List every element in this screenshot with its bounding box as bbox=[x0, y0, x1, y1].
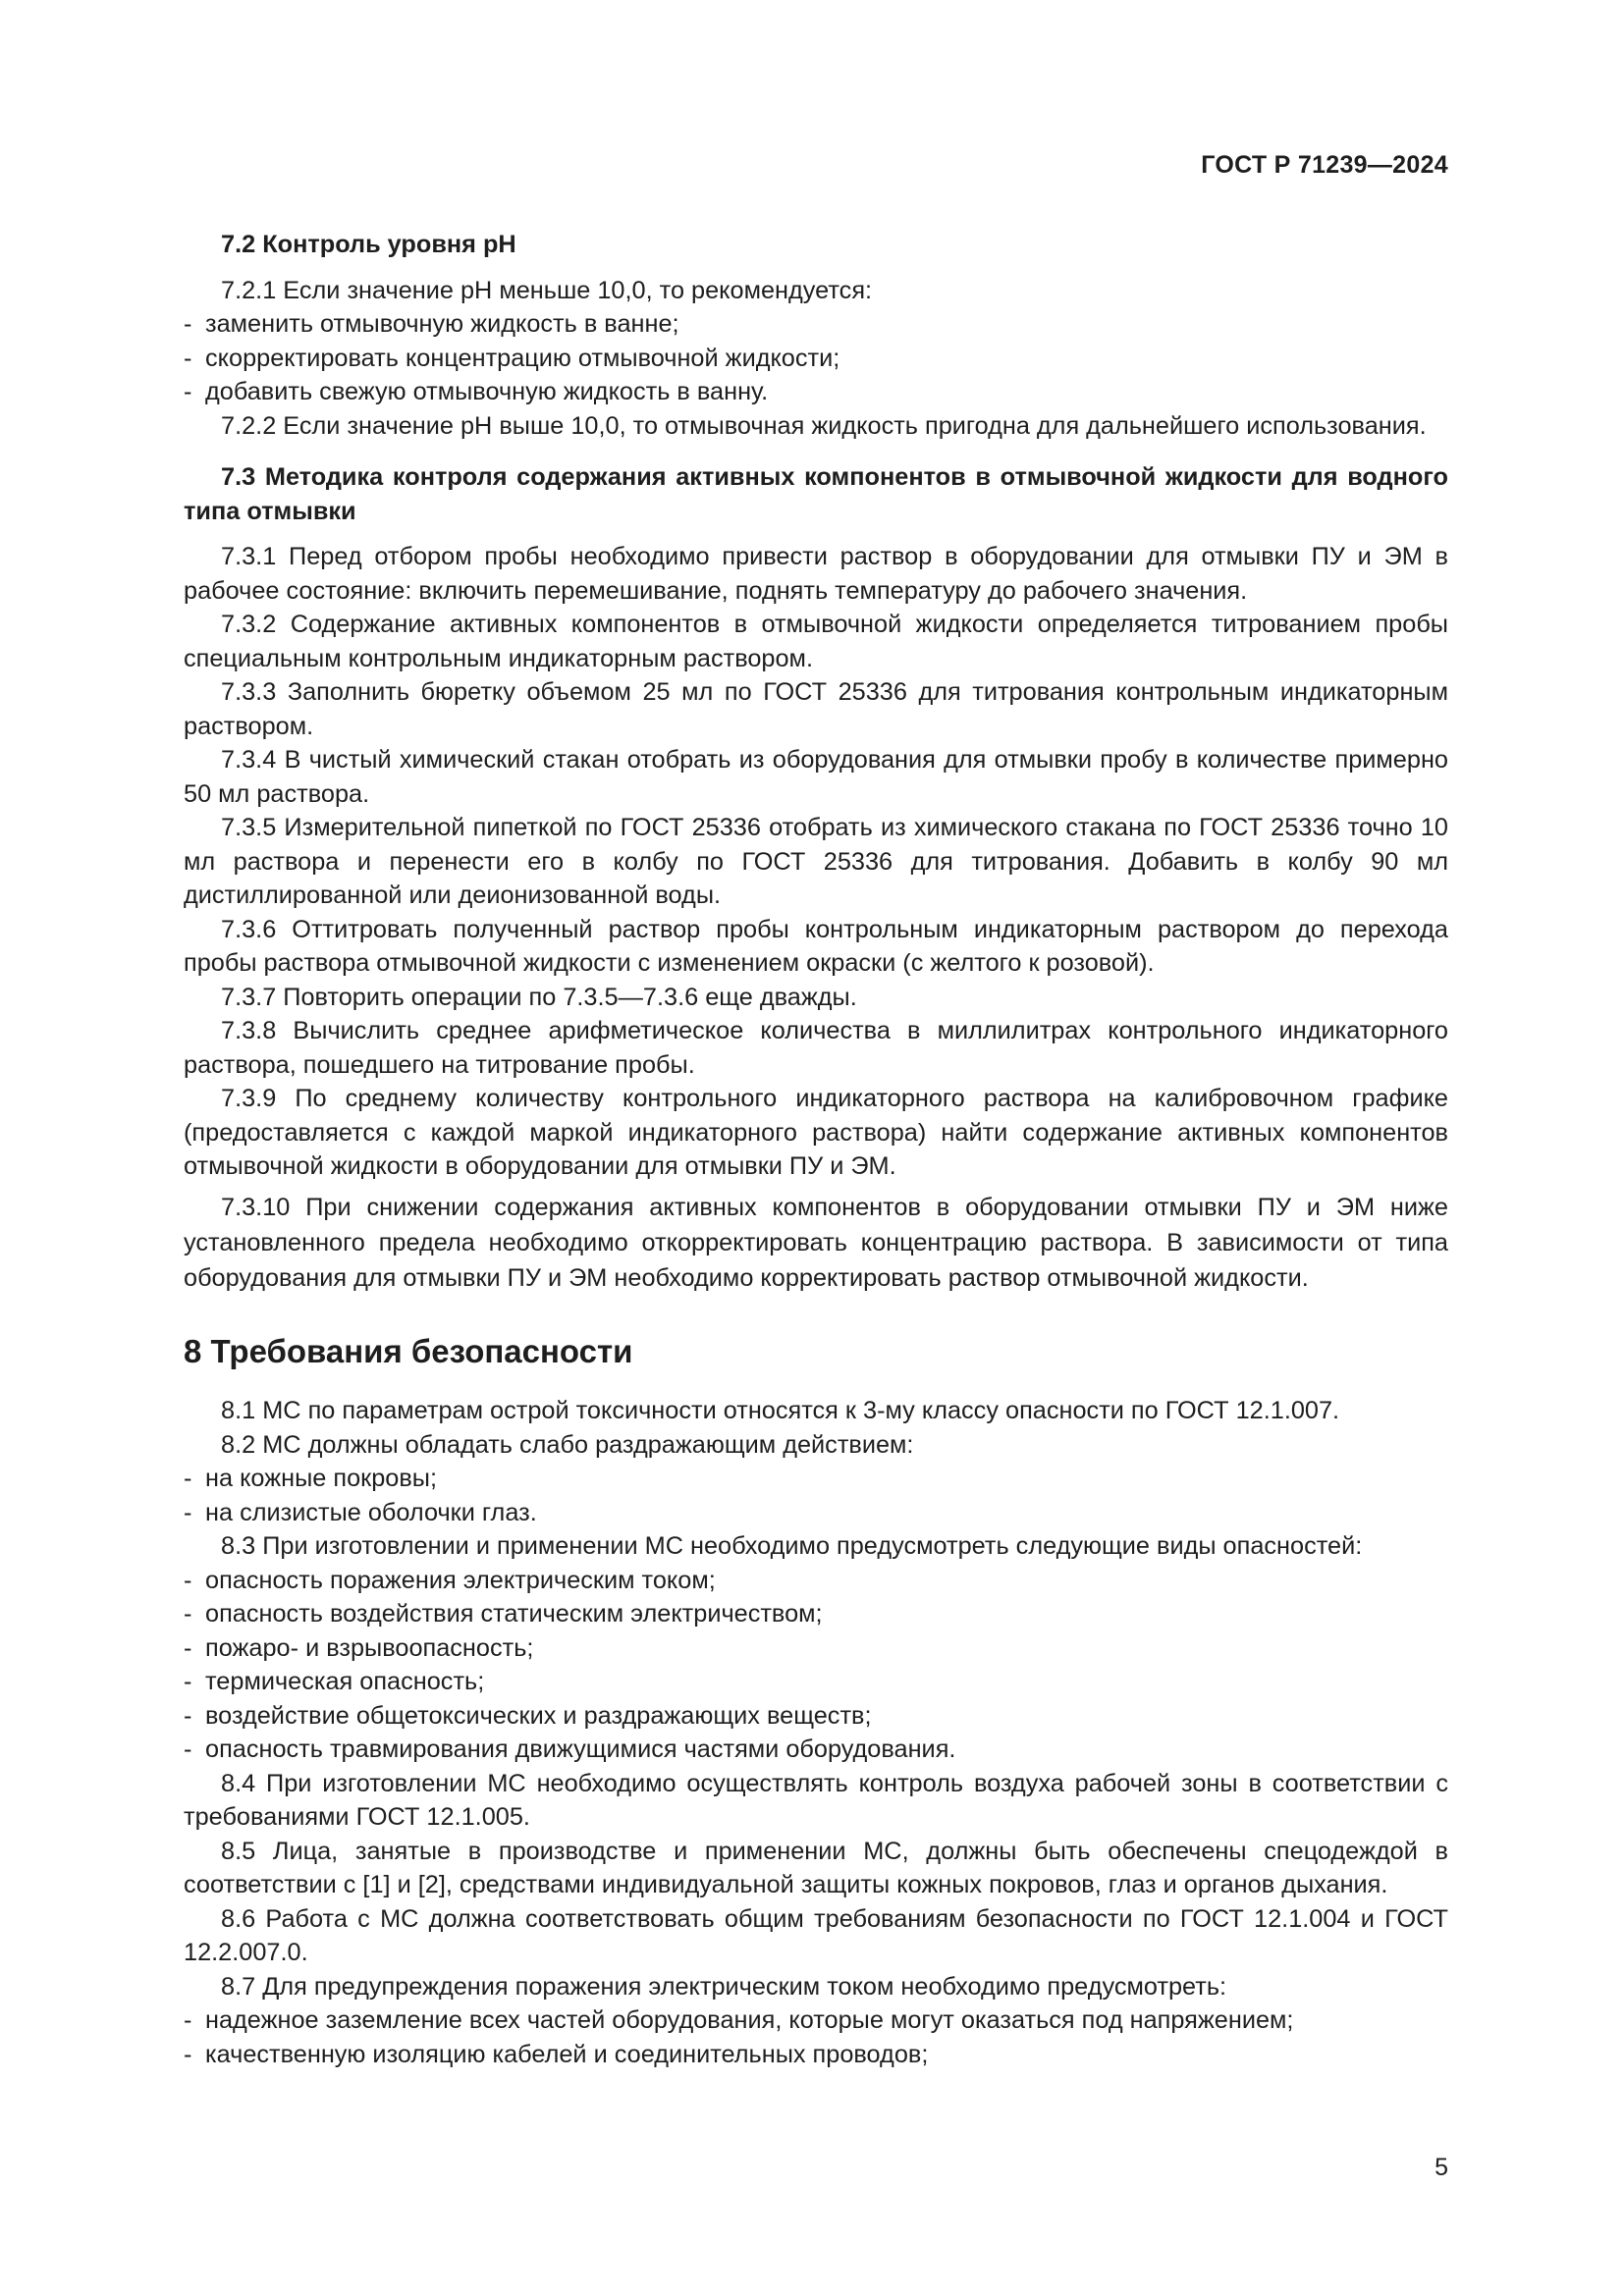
page-number: 5 bbox=[1435, 2154, 1448, 2181]
paragraph: 7.3.6 Оттитровать полученный раствор пробы контрольным индикаторным раствором до перехода пробы раствора отмывочной жидкости с изменением окраски (с желтого к розовой). bbox=[184, 915, 1448, 977]
list-item: - термическая опасность; bbox=[184, 1668, 485, 1695]
paragraph: 7.3.4 В чистый химический стакан отобрать из оборудования для отмывки пробу в количестве примерно 50 мл раствора. bbox=[184, 746, 1448, 808]
page-content bbox=[184, 228, 1448, 2071]
paragraph: 8.1 МС по параметрам острой токсичности относятся к 3-му классу опасности по ГОСТ 12.1.007. bbox=[221, 1397, 1340, 1424]
list-item: - на слизистые оболочки глаз. bbox=[184, 1498, 537, 1526]
section-8 bbox=[184, 1332, 1448, 2072]
paragraph: 7.2.2 Если значение pH выше 10,0, то отмывочная жидкость пригодна для дальнейшего использования. bbox=[221, 411, 1427, 440]
paragraph: 8.4 При изготовлении МС необходимо осуществлять контроль воздуха рабочей зоны в соответствии с требованиями ГОСТ 12.1.005. bbox=[184, 1769, 1448, 1831]
paragraph: 7.3.5 Измерительной пипеткой по ГОСТ 25336 отобрать из химического стакана по ГОСТ 25336 точно 10 мл раствора и перенести его в колбу по ГОСТ 25336 для титрования. Добавить в колбу 90 мл дистиллированной или деионизованной воды. bbox=[184, 814, 1448, 909]
list-item: - на кожные покровы; bbox=[184, 1465, 437, 1492]
paragraph: 7.3.10 При снижении содержания активных компонентов в оборудовании отмывки ПУ и ЭМ ниже установленного предела необходимо откорректировать концентрацию раствора. В зависимости от типа оборудования для отмывки ПУ и ЭМ необходимо корректировать раствор отмывочной жидкости. bbox=[184, 1193, 1448, 1292]
section-title: 7.2 Контроль уровня pH bbox=[221, 231, 516, 258]
list-item: - добавить свежую отмывочную жидкость в ванну. bbox=[184, 378, 769, 405]
paragraph: 8.7 Для предупреждения поражения электрическим током необходимо предусмотреть: bbox=[221, 1972, 1227, 2001]
paragraph: 7.3.2 Содержание активных компонентов в отмывочной жидкости определяется титрованием пробы специальным контрольным индикаторным раствором. bbox=[184, 611, 1448, 672]
list-item: - заменить отмывочную жидкость в ванне; bbox=[184, 310, 679, 338]
list-item: - опасность воздействия статическим электричеством; bbox=[184, 1600, 823, 1628]
paragraph: 8.6 Работа с МС должна соответствовать общим требованиям безопасности по ГОСТ 12.1.004 и ГОСТ 12.2.007.0. bbox=[184, 1904, 1448, 1966]
section-title: 7.3 Методика контроля содержания активных компонентов в отмывочной жидкости для водного типа отмывки bbox=[184, 463, 1448, 525]
chapter-title: 8 Требования безопасности bbox=[184, 1332, 633, 1369]
list-item: - опасность поражения электрическим током; bbox=[184, 1566, 716, 1594]
paragraph: 7.3.3 Заполнить бюретку объемом 25 мл по ГОСТ 25336 для титрования контрольным индикаторным раствором. bbox=[184, 678, 1448, 740]
paragraph: 8.5 Лица, занятые в производстве и применении МС, должны быть обеспечены спецодеждой в соответствии с [1] и [2], средствами индивидуальной защиты кожных покровов, глаз и органов дыхания. bbox=[184, 1837, 1448, 1898]
list-item: - надежное заземление всех частей оборудования, которые могут оказаться под напряжением; bbox=[184, 2006, 1294, 2034]
list-item: - опасность травмирования движущимися частями оборудования. bbox=[184, 1735, 956, 1763]
list-item: - качественную изоляцию кабелей и соединительных проводов; bbox=[184, 2040, 929, 2068]
list-item: - скорректировать концентрацию отмывочной жидкости; bbox=[184, 344, 840, 372]
section-7-2 bbox=[184, 228, 1448, 443]
paragraph: 7.3.7 Повторить операции по 7.3.5—7.3.6 еще дважды. bbox=[221, 983, 857, 1011]
list-item: - пожаро- и взрывоопасность; bbox=[184, 1633, 534, 1662]
paragraph: 7.2.1 Если значение pH меньше 10,0, то рекомендуется: bbox=[221, 276, 873, 304]
document-code: ГОСТ Р 71239—2024 bbox=[1201, 151, 1448, 179]
paragraph: 7.3.9 По среднему количеству контрольного индикаторного раствора на калибровочном графике (предоставляется с каждой маркой индикаторного раствора) найти содержание активных компонентов отмывочной жидкости в оборудовании для отмывки ПУ и ЭМ. bbox=[184, 1085, 1448, 1180]
section-7-3 bbox=[184, 460, 1448, 1296]
list-item: - воздействие общетоксических и раздражающих веществ; bbox=[184, 1701, 872, 1730]
paragraph: 7.3.1 Перед отбором пробы необходимо привести раствор в оборудовании для отмывки ПУ и ЭМ в рабочее состояние: включить перемешивание, поднять температуру до рабочего значения. bbox=[184, 543, 1448, 605]
paragraph: 7.3.8 Вычислить среднее арифметическое количества в миллилитрах контрольного индикаторного раствора, пошедшего на титрование пробы. bbox=[184, 1017, 1448, 1079]
paragraph: 8.3 При изготовлении и применении МС необходимо предусмотреть следующие виды опасностей: bbox=[221, 1532, 1363, 1560]
paragraph: 8.2 МС должны обладать слабо раздражающим действием: bbox=[221, 1430, 914, 1459]
